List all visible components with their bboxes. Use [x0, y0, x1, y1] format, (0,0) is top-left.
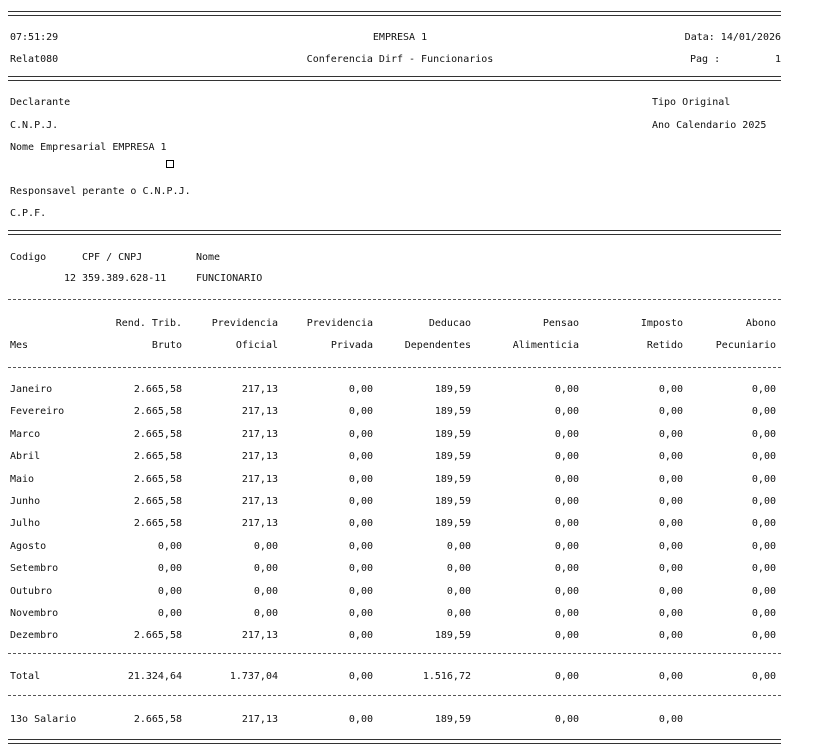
- row-12-pensao-alimenticia: 0,00: [554, 630, 579, 641]
- employee-code: 12: [63, 273, 76, 284]
- row-2-pensao-alimenticia: 0,00: [554, 406, 579, 417]
- declarant-label: Declarante: [10, 97, 71, 108]
- row-6-abono-pecuniario: 0,00: [751, 496, 776, 507]
- row-8-imposto-retido: 0,00: [658, 541, 683, 552]
- row-9-pensao-alimenticia: 0,00: [554, 563, 579, 574]
- double-rule-declarant: [8, 230, 781, 235]
- dashed-rule-header-bottom: [8, 367, 781, 368]
- header-top-imposto-retido: Imposto: [640, 318, 683, 329]
- row-5-previdencia-privada: 0,00: [348, 474, 373, 485]
- row-4-rend-trib-bruto: 2.665,58: [133, 451, 182, 462]
- report-title: Conferencia Dirf - Funcionarios: [306, 54, 494, 65]
- row-10-previdencia-oficial: 0,00: [253, 586, 278, 597]
- company-name-line: Nome Empresarial EMPRESA 1: [10, 142, 167, 153]
- declaration-type: Tipo Original: [652, 97, 731, 108]
- row-12-abono-pecuniario: 0,00: [751, 630, 776, 641]
- row-5-deducao-dependentes: 189,59: [434, 474, 471, 485]
- row-9-deducao-dependentes: 0,00: [446, 563, 471, 574]
- employee-name: FUNCIONARIO: [196, 273, 263, 284]
- row-3-abono-pecuniario: 0,00: [751, 429, 776, 440]
- row-11-previdencia-oficial: 0,00: [253, 608, 278, 619]
- row-8-rend-trib-bruto: 0,00: [157, 541, 182, 552]
- row-3-previdencia-privada: 0,00: [348, 429, 373, 440]
- row-6-pensao-alimenticia: 0,00: [554, 496, 579, 507]
- double-rule-top: [8, 11, 781, 16]
- dashed-rule-before-total: [8, 653, 781, 654]
- row-3-deducao-dependentes: 189,59: [434, 429, 471, 440]
- row-5-imposto-retido: 0,00: [658, 474, 683, 485]
- row-9-previdencia-oficial: 0,00: [253, 563, 278, 574]
- page-label: Pag :: [690, 54, 721, 65]
- row-10-previdencia-privada: 0,00: [348, 586, 373, 597]
- row-4-deducao-dependentes: 189,59: [434, 451, 471, 462]
- row-1-pensao-alimenticia: 0,00: [554, 384, 579, 395]
- cpf-label: C.P.F.: [10, 208, 47, 219]
- name-header: Nome: [196, 252, 221, 263]
- salary13-previdencia-privada: 0,00: [348, 714, 373, 725]
- row-8-abono-pecuniario: 0,00: [751, 541, 776, 552]
- row-7-imposto-retido: 0,00: [658, 518, 683, 529]
- row-2-deducao-dependentes: 189,59: [434, 406, 471, 417]
- row-8-mes: Agosto: [10, 541, 47, 552]
- double-rule-bottom: [8, 739, 781, 744]
- row-12-imposto-retido: 0,00: [658, 630, 683, 641]
- row-2-imposto-retido: 0,00: [658, 406, 683, 417]
- cnpj-label: C.N.P.J.: [10, 120, 59, 131]
- row-10-deducao-dependentes: 0,00: [446, 586, 471, 597]
- row-11-rend-trib-bruto: 0,00: [157, 608, 182, 619]
- row-2-abono-pecuniario: 0,00: [751, 406, 776, 417]
- row-9-rend-trib-bruto: 0,00: [157, 563, 182, 574]
- row-4-imposto-retido: 0,00: [658, 451, 683, 462]
- total-pensao-alimenticia: 0,00: [554, 671, 579, 682]
- row-3-mes: Marco: [10, 429, 41, 440]
- salary13-mes: 13o Salario: [10, 714, 77, 725]
- row-10-rend-trib-bruto: 0,00: [157, 586, 182, 597]
- header-abono-pecuniario: Pecuniario: [715, 340, 776, 351]
- total-imposto-retido: 0,00: [658, 671, 683, 682]
- total-previdencia-oficial: 1.737,04: [229, 671, 278, 682]
- row-8-pensao-alimenticia: 0,00: [554, 541, 579, 552]
- row-11-imposto-retido: 0,00: [658, 608, 683, 619]
- row-1-abono-pecuniario: 0,00: [751, 384, 776, 395]
- row-10-pensao-alimenticia: 0,00: [554, 586, 579, 597]
- row-8-deducao-dependentes: 0,00: [446, 541, 471, 552]
- row-10-mes: Outubro: [10, 586, 53, 597]
- responsible-label: Responsavel perante o C.N.P.J.: [10, 186, 191, 197]
- row-1-previdencia-privada: 0,00: [348, 384, 373, 395]
- header-rend-trib-bruto: Bruto: [151, 340, 182, 351]
- row-11-pensao-alimenticia: 0,00: [554, 608, 579, 619]
- header-top-previdencia-oficial: Previdencia: [211, 318, 278, 329]
- header-imposto-retido: Retido: [646, 340, 683, 351]
- row-9-imposto-retido: 0,00: [658, 563, 683, 574]
- row-12-mes: Dezembro: [10, 630, 59, 641]
- row-12-previdencia-privada: 0,00: [348, 630, 373, 641]
- row-2-mes: Fevereiro: [10, 406, 65, 417]
- row-1-rend-trib-bruto: 2.665,58: [133, 384, 182, 395]
- row-4-pensao-alimenticia: 0,00: [554, 451, 579, 462]
- salary13-rend-trib-bruto: 2.665,58: [133, 714, 182, 725]
- header-previdencia-oficial: Oficial: [235, 340, 278, 351]
- row-11-previdencia-privada: 0,00: [348, 608, 373, 619]
- row-1-mes: Janeiro: [10, 384, 53, 395]
- row-9-mes: Setembro: [10, 563, 59, 574]
- employee-doc: 359.389.628-11: [82, 273, 167, 284]
- header-deducao-dependentes: Dependentes: [404, 340, 471, 351]
- row-8-previdencia-oficial: 0,00: [253, 541, 278, 552]
- company-name: EMPRESA 1: [372, 32, 428, 43]
- header-top-previdencia-privada: Previdencia: [306, 318, 373, 329]
- row-7-previdencia-oficial: 217,13: [241, 518, 278, 529]
- row-6-mes: Junho: [10, 496, 41, 507]
- row-9-previdencia-privada: 0,00: [348, 563, 373, 574]
- header-top-deducao-dependentes: Deducao: [428, 318, 471, 329]
- header-previdencia-privada: Privada: [330, 340, 373, 351]
- header-top-abono-pecuniario: Abono: [745, 318, 776, 329]
- row-6-previdencia-oficial: 217,13: [241, 496, 278, 507]
- row-5-previdencia-oficial: 217,13: [241, 474, 278, 485]
- row-2-previdencia-oficial: 217,13: [241, 406, 278, 417]
- row-5-pensao-alimenticia: 0,00: [554, 474, 579, 485]
- row-7-mes: Julho: [10, 518, 41, 529]
- code-header: Codigo: [10, 252, 47, 263]
- header-top-rend-trib-bruto: Rend. Trib.: [115, 318, 182, 329]
- row-11-mes: Novembro: [10, 608, 59, 619]
- dashed-rule-table-top: [8, 299, 781, 300]
- header-mes: Mes: [10, 340, 29, 351]
- total-abono-pecuniario: 0,00: [751, 671, 776, 682]
- dashed-rule-before-13th: [8, 695, 781, 696]
- row-11-abono-pecuniario: 0,00: [751, 608, 776, 619]
- report-time: 07:51:29: [10, 32, 59, 43]
- row-7-deducao-dependentes: 189,59: [434, 518, 471, 529]
- row-7-pensao-alimenticia: 0,00: [554, 518, 579, 529]
- row-6-previdencia-privada: 0,00: [348, 496, 373, 507]
- row-5-mes: Maio: [10, 474, 35, 485]
- checkbox-icon: [166, 160, 174, 168]
- header-pensao-alimenticia: Alimenticia: [512, 340, 579, 351]
- row-5-abono-pecuniario: 0,00: [751, 474, 776, 485]
- row-2-rend-trib-bruto: 2.665,58: [133, 406, 182, 417]
- row-7-previdencia-privada: 0,00: [348, 518, 373, 529]
- row-8-previdencia-privada: 0,00: [348, 541, 373, 552]
- row-3-previdencia-oficial: 217,13: [241, 429, 278, 440]
- row-1-deducao-dependentes: 189,59: [434, 384, 471, 395]
- row-4-previdencia-oficial: 217,13: [241, 451, 278, 462]
- total-mes: Total: [10, 671, 41, 682]
- report-date: Data: 14/01/2026: [684, 32, 781, 43]
- row-6-imposto-retido: 0,00: [658, 496, 683, 507]
- row-4-abono-pecuniario: 0,00: [751, 451, 776, 462]
- row-6-deducao-dependentes: 189,59: [434, 496, 471, 507]
- page-number: 1: [774, 54, 781, 65]
- row-11-deducao-dependentes: 0,00: [446, 608, 471, 619]
- total-previdencia-privada: 0,00: [348, 671, 373, 682]
- row-3-imposto-retido: 0,00: [658, 429, 683, 440]
- row-6-rend-trib-bruto: 2.665,58: [133, 496, 182, 507]
- row-5-rend-trib-bruto: 2.665,58: [133, 474, 182, 485]
- row-3-pensao-alimenticia: 0,00: [554, 429, 579, 440]
- row-7-rend-trib-bruto: 2.665,58: [133, 518, 182, 529]
- row-7-abono-pecuniario: 0,00: [751, 518, 776, 529]
- salary13-pensao-alimenticia: 0,00: [554, 714, 579, 725]
- total-deducao-dependentes: 1.516,72: [422, 671, 471, 682]
- salary13-imposto-retido: 0,00: [658, 714, 683, 725]
- salary13-deducao-dependentes: 189,59: [434, 714, 471, 725]
- row-12-rend-trib-bruto: 2.665,58: [133, 630, 182, 641]
- calendar-year: Ano Calendario 2025: [652, 120, 767, 131]
- row-12-previdencia-oficial: 217,13: [241, 630, 278, 641]
- header-top-pensao-alimenticia: Pensao: [542, 318, 579, 329]
- doc-header: CPF / CNPJ: [82, 252, 143, 263]
- row-2-previdencia-privada: 0,00: [348, 406, 373, 417]
- row-12-deducao-dependentes: 189,59: [434, 630, 471, 641]
- row-1-imposto-retido: 0,00: [658, 384, 683, 395]
- row-3-rend-trib-bruto: 2.665,58: [133, 429, 182, 440]
- row-9-abono-pecuniario: 0,00: [751, 563, 776, 574]
- total-rend-trib-bruto: 21.324,64: [127, 671, 182, 682]
- row-4-mes: Abril: [10, 451, 41, 462]
- row-4-previdencia-privada: 0,00: [348, 451, 373, 462]
- report-code: Relat080: [10, 54, 59, 65]
- row-10-abono-pecuniario: 0,00: [751, 586, 776, 597]
- row-10-imposto-retido: 0,00: [658, 586, 683, 597]
- double-rule-header: [8, 76, 781, 81]
- salary13-previdencia-oficial: 217,13: [241, 714, 278, 725]
- row-1-previdencia-oficial: 217,13: [241, 384, 278, 395]
